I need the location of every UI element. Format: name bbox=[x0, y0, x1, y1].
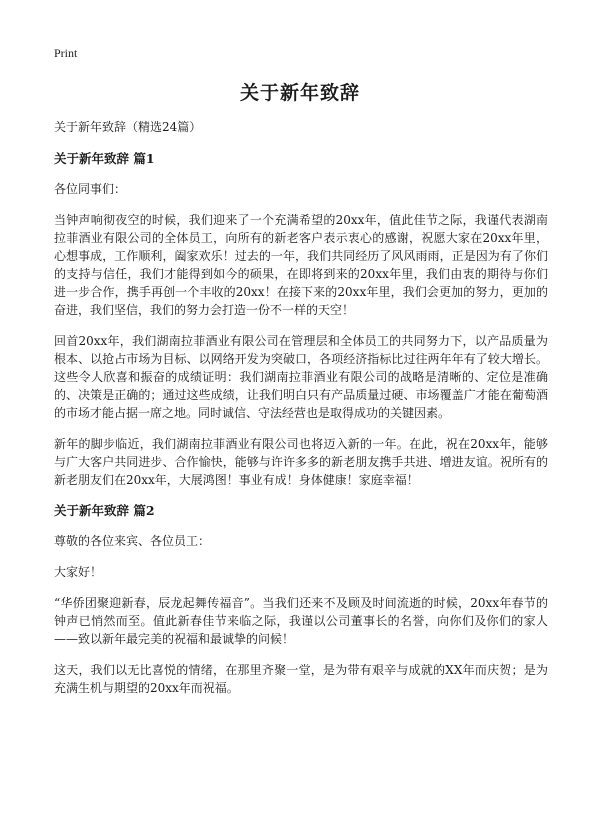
paragraph: 新年的脚步临近，我们湖南拉菲酒业有限公司也将迈入新的一年。在此，祝在20xx年，能够与广大客户共同进步、合作愉快，能够与许许多多的新老朋友携手共进、增进友谊。祝所有的新老朋友们在20xx年，大展鸿图！事业有成！身体健康！家庭幸福！ bbox=[54, 437, 548, 487]
paragraph: 回首20xx年，我们湖南拉菲酒业有限公司在管理层和全体员工的共同努力下，以产品质量为根本、以抢占市场为目标、以网络开发为突破口，各项经济指标比过往两年年有了较大增长。这些令人欣喜和振奋的成绩证明：我们湖南拉菲酒业有限公司的战略是清晰的、定位是准确的、决策是正确的；通过这些成绩，让我们明白只有产品质量过硬、市场覆盖广才能在葡萄酒的市场才能占据一席之地。同时诚信、守法经营也是取得成功的关键因素。 bbox=[54, 334, 548, 420]
document-body bbox=[54, 118, 548, 710]
section-1 bbox=[54, 150, 548, 489]
section-2 bbox=[54, 502, 548, 697]
print-label: Print bbox=[54, 46, 78, 60]
paragraph: 这天，我们以无比喜悦的情绪，在那里齐聚一堂，是为带有艰辛与成就的XX年而庆贺；是为充满生机与期望的20xx年而祝福。 bbox=[54, 663, 548, 695]
paragraph: “华侨团聚迎新春，辰龙起舞传福音”。当我们还来不及顾及时间流逝的时候，20xx年春节的钟声已悄然而至。值此新春佳节来临之际，我谨以公司董事长的名誉，向你们及你们的家人——致以新年最完美的祝福和最诚挚的问候！ bbox=[54, 596, 548, 646]
section-heading: 关于新年致辞 篇2 bbox=[54, 503, 155, 518]
section-heading: 关于新年致辞 篇1 bbox=[54, 151, 155, 166]
salutation: 尊敬的各位来宾、各位员工： bbox=[54, 534, 211, 548]
document-title: 关于新年致辞 bbox=[239, 82, 360, 104]
salutation: 各位同事们： bbox=[54, 182, 127, 196]
paragraph: 当钟声响彻夜空的时候，我们迎来了一个充满希望的20xx年，值此佳节之际，我谨代表湖南拉菲酒业有限公司的全体员工，向所有的新老客户表示衷心的感谢，祝愿大家在20xx年里，心想事成，工作顺利，阖家欢乐！过去的一年，我们共同经历了风风雨雨，正是因为有了你们的支持与信任，我们才能得到如今的硕果，在即将到来的20xx年里，我们由衷的期待与你们进一步合作，携手再创一个丰收的20xx！在接下来的20xx年里，我们会更加的努力，更加的奋进，我们坚信，我们的努力会打造一份不一样的天空！ bbox=[54, 213, 548, 317]
document-subtitle: 关于新年致辞（精选24篇） bbox=[54, 120, 202, 134]
greeting: 大家好！ bbox=[54, 565, 103, 579]
